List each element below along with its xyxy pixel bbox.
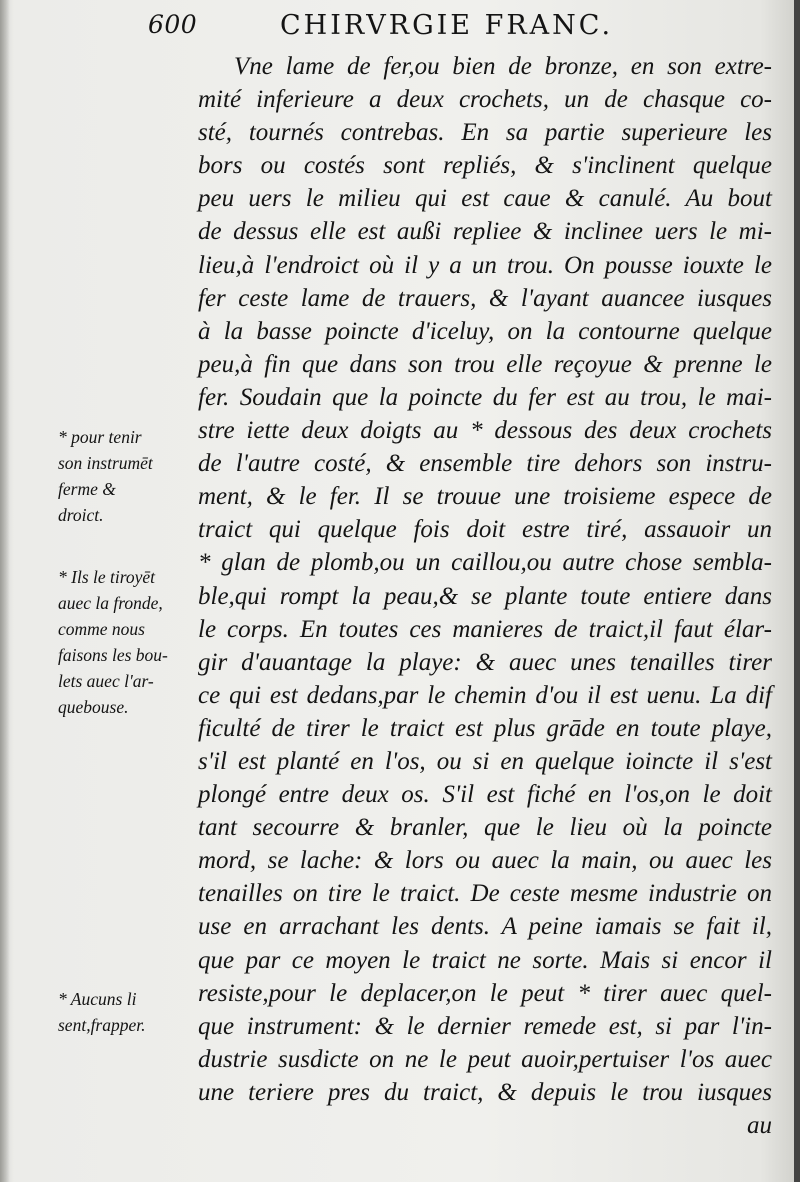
margin-note-line: comme nous: [58, 619, 145, 639]
margin-note: [58, 424, 198, 528]
margin-note-line: faisons les bou-: [58, 645, 168, 665]
text-line: ment, & le fer. Il se trouue une troisieme espece de: [198, 483, 772, 511]
text-line: mord, se lache: & lors ou auec la main, ou auec les: [198, 847, 772, 875]
margin-note: [58, 986, 198, 1038]
text-line: traict qui quelque fois doit estre tiré, assauoir un: [198, 516, 772, 544]
text-line: use en arrachant les dents. A peine iamais se fait il,: [198, 913, 772, 941]
text-line: à la basse poincte d'iceluy, on la contourne quelque: [198, 317, 772, 345]
text-line: le corps. En toutes ces manieres de traict,il faut élar-: [198, 615, 772, 643]
text-line: tant secourre & branler, que le lieu où la poincte: [198, 814, 772, 842]
page-number: 600: [148, 10, 198, 39]
text-line: ficulté de tirer le traict est plus grāde en toute playe,: [198, 714, 772, 742]
text-line: Vne lame de fer,ou bien de bronze, en son extre-: [234, 53, 772, 80]
margin-note-line: lets auec l'ar-: [58, 671, 154, 691]
running-title: CHIRVRGIE FRANC.: [280, 10, 614, 41]
text-line: fer. Soudain que la poincte du fer est au trou, le mai-: [198, 383, 772, 411]
main-text-block: [198, 50, 772, 1142]
text-line: lieu,à l'endroict où il y a un trou. On pousse iouxte le: [198, 251, 772, 279]
text-line: ce qui est dedans,par le chemin d'ou il est uenu. La dif: [198, 681, 772, 709]
text-line: gir d'auantage la playe: & auec unes tenailles tirer: [198, 648, 772, 676]
margin-notes: [0, 0, 200, 1182]
text-line: peu uers le milieu qui est caue & canulé. Au bout: [198, 185, 772, 213]
text-line: bors ou costés sont repliés, & s'inclinent quelque: [198, 152, 772, 180]
text-line: plongé entre deux os. S'il est fiché en l'os,on le doit: [198, 781, 772, 809]
text-line: s'il est planté en l'os, ou si en quelque ioincte il s'est: [198, 747, 772, 775]
text-line: mité inferieure a deux crochets, un de chasque co-: [198, 86, 772, 114]
text-line: fer ceste lame de trauers, & l'ayant auancee iusques: [198, 284, 772, 312]
margin-note-line: * Ils le tiroyēt: [58, 567, 156, 587]
margin-note-line: * pour tenir: [58, 427, 142, 447]
margin-note-line: droict.: [58, 505, 104, 525]
text-line: stre iette deux doigts au * dessous des deux crochets: [198, 417, 772, 445]
catchword: au: [747, 1112, 772, 1139]
text-line: que par ce moyen le traict ne sorte. Mais si encor il: [198, 946, 772, 974]
page-edge: [794, 0, 800, 1182]
text-line: * glan de plomb,ou un caillou,ou autre chose sembla-: [198, 549, 772, 577]
margin-note-line: sent,frapper.: [58, 1015, 146, 1035]
margin-note-line: ferme &: [58, 479, 116, 499]
text-line: de dessus elle est außi repliee & inclinee uers le mi-: [198, 218, 772, 246]
text-line: de l'autre costé, & ensemble tire dehors son instru-: [198, 450, 772, 478]
text-line: dustrie susdicte on ne le peut auoir,pertuiser l'os auec: [198, 1045, 772, 1073]
margin-note-line: quebouse.: [58, 697, 129, 717]
text-line: tenailles on tire le traict. De ceste mesme industrie on: [198, 880, 772, 908]
text-line: que instrument: & le dernier remede est, si par l'in-: [198, 1012, 772, 1040]
margin-note-line: son instrumēt: [58, 453, 153, 473]
text-line: ble,qui rompt la peau,& se plante toute entiere dans: [198, 582, 772, 610]
text-line: sté, tournés contrebas. En sa partie superieure les: [198, 119, 772, 147]
text-line: resiste,pour le deplacer,on le peut * tirer auec quel-: [198, 979, 772, 1007]
margin-note-line: * Aucuns li: [58, 989, 137, 1009]
margin-note: [58, 564, 198, 720]
text-line: une teriere pres du traict, & depuis le trou iusques: [198, 1078, 772, 1106]
margin-note-line: auec la fronde,: [58, 593, 163, 613]
text-line: peu,à fin que dans son trou elle reçoyue & prenne le: [198, 350, 772, 378]
